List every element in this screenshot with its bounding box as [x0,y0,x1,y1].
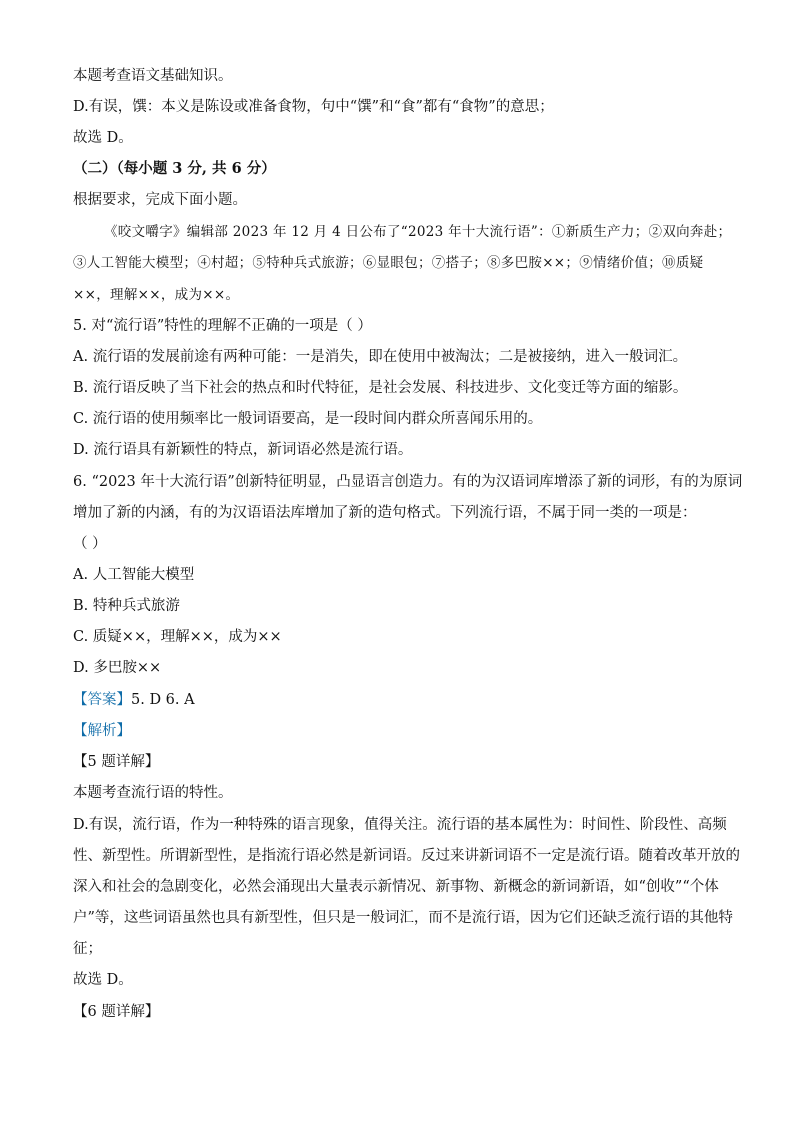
question-5-option-c: C. 流行语的使用频率比一般词语要高，是一段时间内群众所喜闻乐用的。 [73,411,543,427]
answer-text: 5. D 6. A [131,692,195,708]
question-6-option-c: C. 质疑××，理解××，成为×× [73,629,282,645]
question-6-option-b: B. 特种兵式旅游 [73,598,180,614]
passage-line: ③人工智能大模型；④村超；⑤特种兵式旅游；⑥显眼包；⑦搭子；⑧多巴胺××；⑨情绪价值；⑩质疑 [73,255,704,271]
question-6-option-a: A. 人工智能大模型 [73,567,195,583]
explanation-line: D.有误，流行语，作为一种特殊的语言现象，值得关注。流行语的基本属性为：时间性、阶段性、高频 [73,817,727,833]
answer-line [73,690,724,710]
section-heading: （二）（每小题 3 分, 共 6 分） [73,160,276,177]
question-6-option-d: D. 多巴胺×× [73,660,162,676]
question-6-stem: 6. “2023 年十大流行语”创新特征明显，凸显语言创造力。有的为汉语词库增添了新的词形，有的为原词 [73,474,743,490]
question-5-option-d: D. 流行语具有新颖性的特点，新词语必然是流行语。 [73,442,413,458]
question-5-stem: 5. 对“流行语”特性的理解不正确的一项是（ ） [73,318,372,334]
conclusion-line: 故选 D。 [73,972,133,988]
explanation-line: 深入和社会的急剧变化，必然会涌现出大量表示新情况、新事物、新概念的新词新语，如“创收”“个体 [73,879,719,895]
analysis-tag: 【解析】 [73,723,131,739]
question-6-stem: 增加了新的内涵，有的为汉语语法库增加了新的造句格式。下列流行语，不属于同一类的一项是： [73,505,697,521]
explanation-line: 性、新型性。所谓新型性，是指流行语必然是新词语。反过来讲新词语不一定是流行语。随着改革开放的 [73,848,740,864]
passage-line: 《咬文嚼字》编辑部 2023 年 12 月 4 日公布了“2023 年十大流行语”：①新质生产力；②双向奔赴； [104,224,732,240]
question-5-option-b: B. 流行语反映了当下社会的热点和时代特征，是社会发展、科技进步、文化变迁等方面的缩影。 [73,380,688,396]
explanation-line: 户”等，这些词语虽然也具有新型性，但只是一般词汇，而不是流行语，因为它们还缺乏流行语的其他特 [73,910,733,926]
explanation-line: 本题考查流行语的特性。 [73,785,233,801]
text-line: 本题考查语文基础知识。 [73,68,233,84]
question-5-option-a: A. 流行语的发展前途有两种可能：一是消失，即在使用中被淘汰；二是被接纳，进入一般词汇。 [73,349,688,365]
detail-heading-5: 【5 题详解】 [73,754,160,770]
detail-heading-6: 【6 题详解】 [73,1004,160,1020]
text-line: D.有误，馔：本义是陈设或准备食物，句中“馔”和“食”都有“食物”的意思； [73,99,554,115]
explanation-line: 征； [73,941,102,957]
passage-line: ××，理解××，成为××。 [73,287,240,303]
answer-tag: 【答案】 [73,692,131,708]
text-line: 故选 D。 [73,130,133,146]
question-6-blank: （ ） [73,536,107,552]
instruction-line: 根据要求，完成下面小题。 [73,192,247,208]
